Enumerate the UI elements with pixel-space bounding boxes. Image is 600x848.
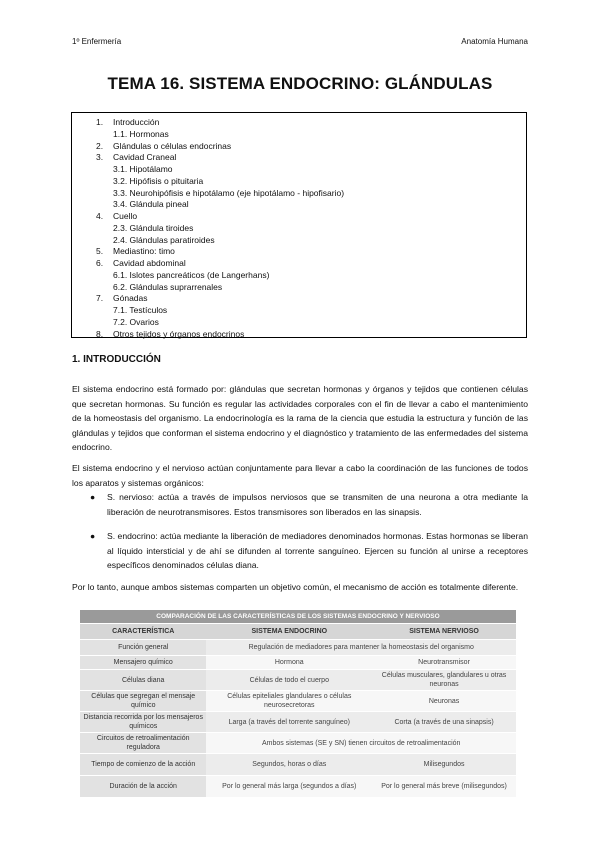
toc-item <box>113 234 215 246</box>
toc-item-number: 3. <box>96 152 104 163</box>
toc-item-text: 1.1. Hormonas <box>113 128 169 139</box>
toc-item-text: Gónadas <box>113 293 148 304</box>
table-row <box>80 712 516 733</box>
bullet-dot: ● <box>90 492 96 502</box>
toc-item <box>113 281 222 293</box>
table-row <box>80 733 516 754</box>
toc-item-text: Glándulas o células endocrinas <box>113 140 232 151</box>
row-label: Circuitos de retroalimentación reguladora <box>80 733 206 754</box>
shared-value-cell: Regulación de mediadores para mantener la homeostasis del organismo <box>206 640 516 656</box>
toc-item <box>96 140 231 152</box>
table-row <box>80 776 516 798</box>
toc-item-text: Otros tejidos y órganos endocrinos <box>113 328 245 339</box>
toc-item-number: 8. <box>96 328 104 339</box>
toc-item <box>113 198 189 210</box>
endocrine-cell: Segundos, horas o días <box>206 754 372 776</box>
toc-item <box>113 128 169 140</box>
toc-item <box>96 292 148 304</box>
row-label: Función general <box>80 640 206 656</box>
toc-item-text: 7.1. Testículos <box>113 305 168 315</box>
toc-item <box>96 210 137 222</box>
toc-item <box>113 175 203 187</box>
toc-item <box>113 304 167 316</box>
paragraph-intro: El sistema endocrino está formado por: glándulas que secretan hormonas y órganos y tejidos que contienen células que secretan hormonas. Su función es regular las actividades corporales con el fin de llevar a cabo el mantenimiento de la homeostasis del organismo. La endocrinología es la rama de la ciencia que estudia la estructura y función de las glándulas y tejidos que conforman el sistema endocrino y el diagnóstico y tratamiento de las enfermedades del sistema endocrino. <box>72 384 528 452</box>
toc-item-text: 3.4. Glándula pineal <box>113 199 189 210</box>
table-of-contents <box>71 112 527 338</box>
toc-item-text: Introducción <box>113 117 160 127</box>
bullet-endocrine <box>90 529 528 573</box>
toc-item <box>96 328 244 340</box>
section-heading: 1. INTRODUCCIÓN <box>72 354 161 365</box>
nervous-cell: Neurotransmisor <box>372 656 516 670</box>
row-label: Células que segregan el mensaje químico <box>80 691 206 712</box>
toc-item-number: 7. <box>96 293 104 304</box>
toc-item <box>96 116 159 128</box>
endocrine-cell: Células de todo el cuerpo <box>206 670 372 691</box>
paragraph-conclusion: Por lo tanto, aunque ambos sistemas comparten un objetivo común, el mecanismo de acción es totalmente diferente. <box>72 582 519 592</box>
nervous-cell: Neuronas <box>372 691 516 712</box>
toc-item-text: Mediastino: timo <box>113 246 175 257</box>
row-label: Células diana <box>80 670 206 691</box>
col-header-characteristic: CARACTERÍSTICA <box>80 624 206 640</box>
toc-item-text: 6.2. Glándulas suprarrenales <box>113 281 223 292</box>
page-title: TEMA 16. SISTEMA ENDOCRINO: GLÁNDULAS <box>107 74 493 93</box>
bullet-text: S. nervioso: actúa a través de impulsos nerviosos que se transmiten de una neurona a otra mediante la liberación de neurotransmisores. Estos transmisores son liberados en las sinapsis. <box>107 492 528 517</box>
table-row <box>80 691 516 712</box>
bullet-text: S. endocrino: actúa mediante la liberación de mediadores denominados hormonas. Estas hormonas se liberan al líquido intersticial y de ahí se difunden al torrente sanguíneo. Ejercen su función al unirse a receptores específicos denominados células diana. <box>107 531 528 570</box>
toc-item-text: 3.3. Neurohipófisis e hipotálamo (eje hipotálamo - hipofisario) <box>113 187 345 198</box>
nervous-cell: Células musculares, glandulares u otras neuronas <box>372 670 516 691</box>
toc-item-text: Cuello <box>113 211 138 221</box>
toc-item-text: 3.1. Hipotálamo <box>113 164 173 174</box>
toc-item <box>113 222 193 234</box>
toc-item <box>113 269 269 281</box>
shared-value-cell: Ambos sistemas (SE y SN) tienen circuitos de retroalimentación <box>206 733 516 754</box>
comparison-table <box>80 610 516 798</box>
toc-item-text: 2.3. Glándula tiroides <box>113 222 194 233</box>
toc-item-text: 3.2. Hipófisis o pituitaria <box>113 175 204 186</box>
toc-item <box>96 257 186 269</box>
bullet-dot: ● <box>90 531 96 541</box>
toc-item-number: 2. <box>96 140 104 151</box>
nervous-cell: Corta (a través de una sinapsis) <box>372 712 516 733</box>
header-course: 1º Enfermería <box>72 37 122 46</box>
table-row <box>80 656 516 670</box>
table-row <box>80 640 516 656</box>
toc-item <box>113 187 344 199</box>
toc-item <box>96 151 176 163</box>
row-label: Distancia recorrida por los mensajeros químicos <box>80 712 206 733</box>
toc-item-number: 1. <box>96 117 104 127</box>
nervous-cell: Por lo general más breve (milisegundos) <box>372 776 516 798</box>
toc-item <box>113 163 173 175</box>
toc-item <box>113 316 159 328</box>
col-header-nervous: SISTEMA NERVIOSO <box>372 624 516 640</box>
row-label: Mensajero químico <box>80 656 206 670</box>
paragraph-coordination: El sistema endocrino y el nervioso actúan conjuntamente para llevar a cabo la coordinación de las funciones de todos los aparatos y sistemas orgánicos: <box>72 463 528 488</box>
table-banner: COMPARACIÓN DE LAS CARACTERÍSTICAS DE LOS SISTEMAS ENDOCRINO Y NERVIOSO <box>80 610 516 624</box>
toc-item-text: Cavidad abdominal <box>113 258 186 268</box>
bullet-nervous <box>90 490 528 519</box>
toc-item-number: 4. <box>96 211 104 221</box>
endocrine-cell: Por lo general más larga (segundos a días) <box>206 776 372 798</box>
header-subject: Anatomía Humana <box>461 37 528 46</box>
toc-item <box>96 245 175 257</box>
endocrine-cell: Larga (a través del torrente sanguíneo) <box>206 712 372 733</box>
nervous-cell: Milisegundos <box>372 754 516 776</box>
toc-item-text: 7.2. Ovarios <box>113 316 159 327</box>
toc-item-text: 2.4. Glándulas paratiroides <box>113 234 215 245</box>
table-row <box>80 670 516 691</box>
table-row <box>80 754 516 776</box>
row-label: Tiempo de comienzo de la acción <box>80 754 206 776</box>
endocrine-cell: Hormona <box>206 656 372 670</box>
toc-item-text: Cavidad Craneal <box>113 152 177 163</box>
toc-item-number: 6. <box>96 258 104 268</box>
col-header-endocrine: SISTEMA ENDOCRINO <box>206 624 372 640</box>
endocrine-cell: Células epiteliales glandulares o células neurosecretoras <box>206 691 372 712</box>
toc-item-text: 6.1. Islotes pancreáticos (de Langerhans) <box>113 269 270 280</box>
row-label: Duración de la acción <box>80 776 206 798</box>
toc-item-number: 5. <box>96 246 104 257</box>
